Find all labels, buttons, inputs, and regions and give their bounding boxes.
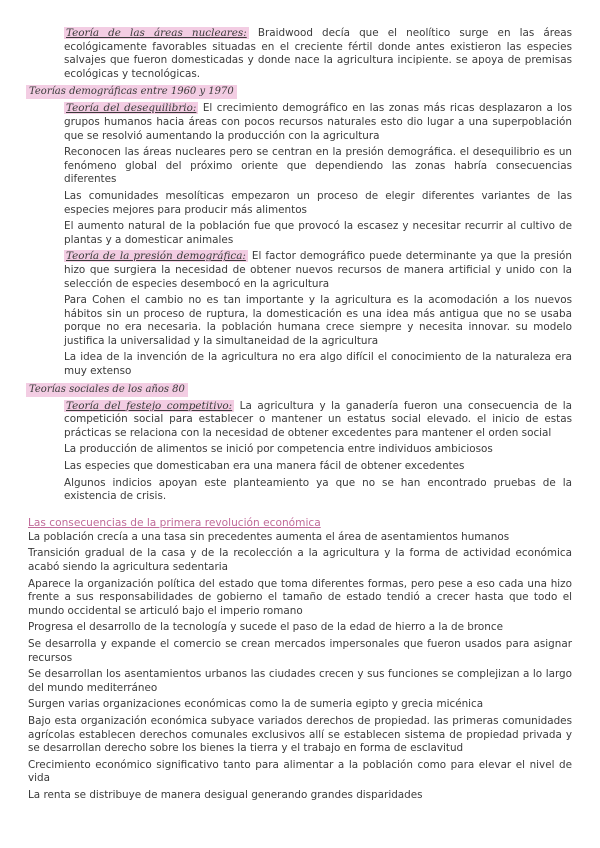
produccion-paragraph: La producción de alimentos se inició por competencia entre individuos ambiciosos	[64, 443, 493, 456]
festejo-paragraph	[0, 400, 600, 441]
section-demograficas: Teorías demográficas entre 1960 y 1970	[26, 85, 237, 99]
festejo-text: La agricultura y la ganadería fueron una consecuencia de la competición social para establecer o mantener un estatus social elevado. el inicio de estas prácticas se relaciona con la necesidad de obtener excedentes para mantener el orden social	[64, 399, 573, 439]
list-item: Transición gradual de la casa y de la recolección a la agricultura y la forma de actividad económica acabó siendo la agricultura sedentaria	[28, 547, 572, 573]
nucleares-label: Teoría de las áreas nucleares:	[66, 27, 247, 39]
aumento-paragraph: El aumento natural de la población fue que provocó la escasez y necesitar recurrir al cultivo de plantas y a domesticar animales	[64, 220, 572, 246]
desequilibrio-label: Teoría del desequilibrio:	[66, 102, 197, 115]
nucleares-text: Braidwood decía que el neolítico surge en las áreas ecológicamente favorables situadas en el creciente fértil donde antes existieron las especies salvajes que fueron domesticadas y donde nace la agricultura incipiente. se apoya de premisas ecológicas y tecnológicas.	[64, 27, 572, 80]
list-item: Progresa el desarrollo de la tecnología y sucede el paso de la edad de hierro a la de bronce	[28, 621, 503, 634]
list-item: Aparece la organización política del estado que toma diferentes formas, pero pese a eso cada una hizo frente a sus responsabilidades de gobierno el tamaño de estado tendió a crecer hasta que todo el mundo occidental se articuló bajo el imperio romano	[28, 577, 572, 617]
mesoliticas-paragraph: Las comunidades mesolíticas empezaron un proceso de elegir diferentes variantes de las especies mejores para producir más alimentos	[64, 189, 572, 216]
list-item: La renta se distribuye de manera desigual generando grandes disparidades	[28, 788, 423, 801]
desequilibrio-paragraph	[0, 102, 600, 143]
nucleares-paragraph	[0, 27, 600, 81]
cohen-paragraph: Para Cohen el cambio no es tan importante y la agricultura es la acomodación a los nuevos hábitos sin un proceso de ruptura, la domesticación es una idea más antigua que no se usaba porque no era necesaria. la población humana crece siempre y necesita innovar. su modelo justifica la universalidad y la simultaneidad de la agricultura	[64, 294, 572, 347]
section-sociales: Teorías sociales de los años 80	[26, 383, 188, 397]
list-item: Crecimiento económico significativo tanto para alimentar a la población como para elevar el nivel de vida	[28, 758, 572, 785]
list-item: Surgen varias organizaciones económicas como la de sumeria egipto y grecia micénica	[28, 698, 484, 711]
idea-paragraph: La idea de la invención de la agricultura no era algo difícil el conocimiento de la naturaleza era muy extenso	[64, 351, 572, 378]
list-item: Bajo esta organización económica subyace variados derechos de propiedad. las primeras comunidades agrícolas establecen derechos comunales exclusivos allí se establecen sistema de propiedad privada y se desarrollan derecho sobre los bienes la tierra y el trabajo en forma de esclavitud	[28, 714, 572, 755]
list-item: La población crecía a una tasa sin precedentes aumenta el área de asentamientos humanos	[28, 530, 510, 543]
presion-text: El factor demográfico puede determinante ya que la presión hizo que surgiera la necesidad de obtener nuevos recursos de manera artificial y unido con la selección de especies desembocó en la agricultura	[64, 250, 572, 290]
algunos-paragraph: Algunos indicios apoyan este planteamiento ya que no se han encontrado pruebas de la existencia de crisis.	[64, 476, 572, 503]
list-item: Se desarrollan los asentamientos urbanos las ciudades crecen y sus funciones se complejizan a lo largo del mundo mediterráneo	[28, 668, 572, 694]
reconocen-paragraph: Reconocen las áreas nucleares pero se centran en la presión demográfica. el desequilibrio es un fenómeno global del próximo oriente que dependiendo las zonas habría consecuencias diferentes	[64, 146, 572, 186]
list-item: Se desarrolla y expande el comercio se crean mercados impersonales que fueron usados para asignar recursos	[28, 637, 572, 664]
presion-paragraph	[0, 250, 600, 291]
especies-paragraph: Las especies que domesticaban era una manera fácil de obtener excedentes	[64, 460, 465, 473]
desequilibrio-text: El crecimiento demográfico en las zonas más ricas desplazaron a los grupos humanos hacia áreas con pocos recursos naturales esto dio lugar a una superpoblación que se resolvió aumentando la producción con la agricultura	[64, 102, 572, 142]
festejo-label: Teoría del festejo competitivo:	[66, 399, 233, 412]
consecuencias-heading: Las consecuencias de la primera revolución económica	[28, 516, 321, 529]
presion-label: Teoría de la presión demográfica:	[66, 250, 246, 263]
